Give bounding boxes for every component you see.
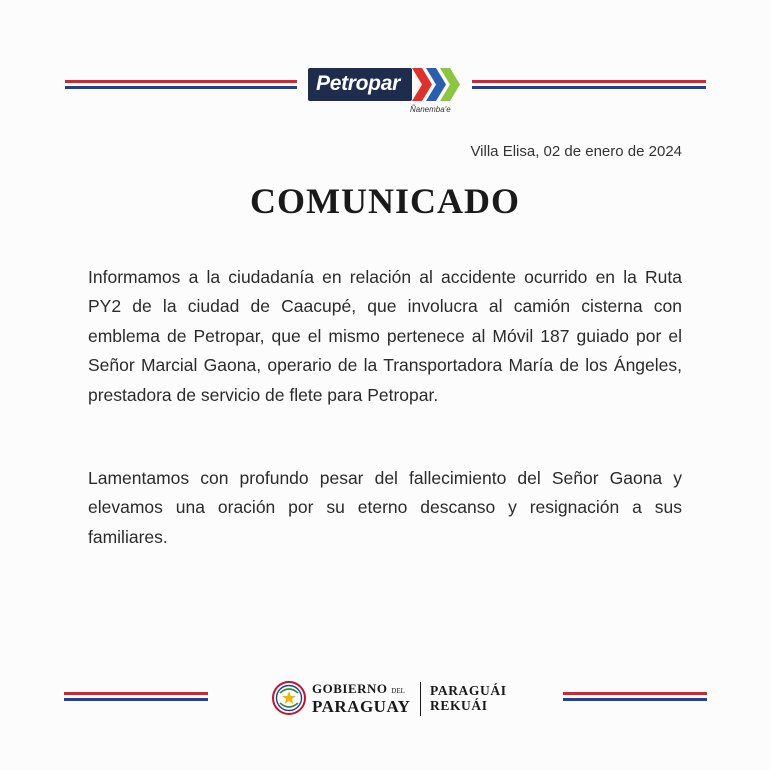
paragraph-2: Lamentamos con profundo pesar del fallecimiento del Señor Gaona y elevamos una oración por su eterno descanso y resignación a sus familiares. [88, 468, 682, 547]
gov-line1: GOBIERNO [312, 681, 388, 696]
footer-right-line1: PARAGUÁI [430, 683, 507, 698]
logo-tagline: Ñanemba'e [410, 105, 451, 114]
flag-stripe-top-right [472, 80, 706, 92]
logo-box [308, 68, 412, 101]
flag-stripe-bottom-left [64, 692, 208, 704]
flag-stripe-bottom-right [563, 692, 707, 704]
logo-text: Petropar [316, 72, 400, 95]
page-title: COMUNICADO [250, 181, 520, 221]
gov-del: DEL [391, 687, 405, 695]
gov-line2: PARAGUAY [312, 697, 411, 716]
petropar-logo [308, 68, 464, 120]
footer-right-line2: REKUÁI [430, 698, 488, 713]
paragraph-1: Informamos a la ciudadanía en relación al accidente ocurrido en la Ruta PY2 de la ciudad de Caacupé, que involucra al camión cisterna con emblema de Petropar, que el mismo pertenece al Móvil 187 guiado por el Señor Marcial Gaona, operario de la Transportadora María de los Ángeles, prestadora de servicio de flete para Petropar. [88, 267, 682, 405]
footer-divider [420, 682, 421, 716]
national-seal-icon [272, 681, 306, 715]
flag-stripe-top-left [65, 80, 297, 92]
date-line: Villa Elisa, 02 de enero de 2024 [470, 143, 682, 160]
chevrons-icon [412, 68, 464, 101]
government-logo [272, 679, 512, 719]
